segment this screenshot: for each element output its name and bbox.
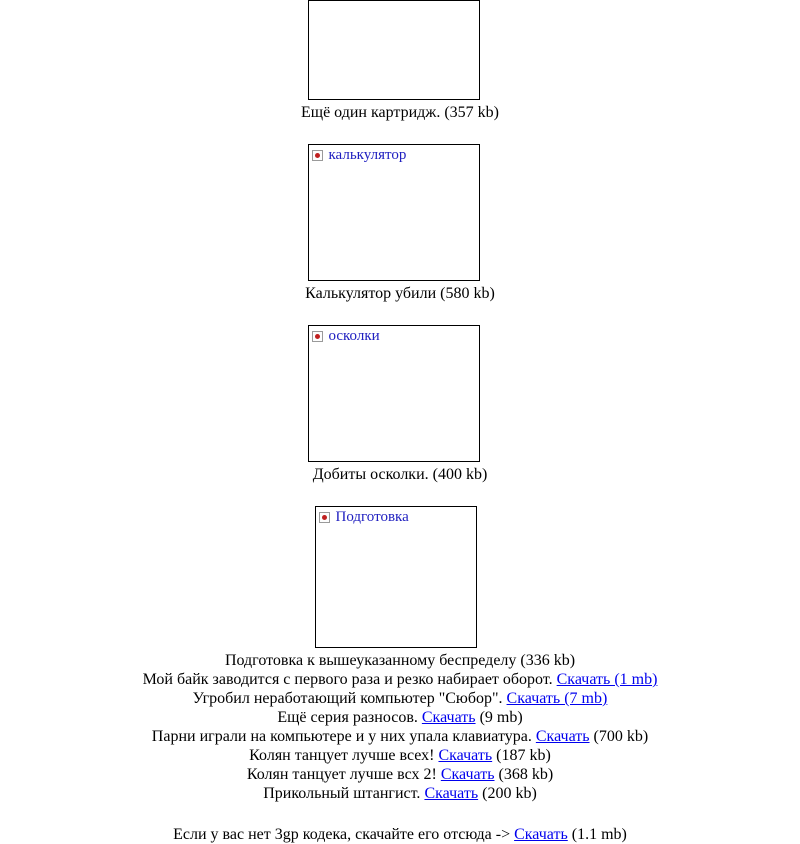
download-line-size: (187 kb) bbox=[492, 747, 551, 764]
codec-note-line bbox=[0, 825, 800, 844]
download-line bbox=[0, 746, 800, 765]
caption-calculator: Калькулятор убили (580 kb) bbox=[305, 285, 495, 302]
download-line bbox=[0, 670, 800, 689]
download-line-size: (700 kb) bbox=[589, 728, 649, 745]
download-line bbox=[0, 784, 800, 803]
download-link[interactable]: Скачать bbox=[438, 747, 493, 764]
download-line-size: (368 kb) bbox=[494, 766, 554, 783]
download-line-size: (200 kb) bbox=[478, 785, 537, 802]
download-line-text: Прикольный штангист. bbox=[263, 785, 425, 802]
download-line bbox=[0, 708, 800, 727]
broken-image-alt-text: Подготовка bbox=[335, 509, 409, 525]
download-line-text: Колян танцует лучше всх 2! bbox=[246, 766, 441, 783]
download-line bbox=[0, 689, 800, 708]
broken-image-alt-text: осколки bbox=[328, 328, 380, 344]
download-link[interactable]: Скачать (7 mb) bbox=[506, 690, 608, 707]
broken-image-icon bbox=[312, 150, 323, 161]
media-block-shards bbox=[0, 325, 800, 484]
download-line-text: Парни играли на компьютере и у них упала клавиатура. bbox=[151, 728, 536, 745]
codec-note-size: (1.1 mb) bbox=[567, 826, 627, 843]
broken-image-shards[interactable] bbox=[308, 325, 480, 462]
media-block-preparation bbox=[0, 506, 800, 670]
download-line-text: Мой байк заводится с первого раза и резко набирает оборот. bbox=[142, 671, 557, 688]
download-line-text: Колян танцует лучше всех! bbox=[249, 747, 439, 764]
download-line-size: (9 mb) bbox=[475, 709, 523, 726]
download-link[interactable]: Скачать bbox=[440, 766, 495, 783]
caption-cartridge: Ещё один картридж. (357 kb) bbox=[300, 104, 500, 121]
broken-image-preparation[interactable] bbox=[315, 506, 477, 648]
download-link[interactable]: Скачать bbox=[535, 728, 590, 745]
broken-image-alt-text: калькулятор bbox=[328, 147, 407, 163]
download-link[interactable]: Скачать (1 mb) bbox=[556, 671, 658, 688]
download-link[interactable]: Скачать bbox=[421, 709, 476, 726]
broken-image-icon bbox=[319, 512, 330, 523]
broken-image-cartridge[interactable] bbox=[308, 0, 480, 100]
codec-note-text: Если у вас нет 3gp кодека, скачайте его отсюда -> bbox=[173, 826, 515, 843]
download-line-text: Угробил неработающий компьютер "Сюбор". bbox=[192, 690, 507, 707]
media-block-calculator bbox=[0, 144, 800, 303]
broken-image-icon bbox=[312, 331, 323, 342]
broken-image-calculator[interactable] bbox=[308, 144, 480, 281]
media-block-cartridge bbox=[0, 0, 800, 122]
download-line bbox=[0, 727, 800, 746]
codec-download-link[interactable]: Скачать bbox=[514, 826, 568, 843]
download-line bbox=[0, 765, 800, 784]
caption-shards: Добиты осколки. (400 kb) bbox=[312, 466, 488, 483]
download-link[interactable]: Скачать bbox=[424, 785, 479, 802]
caption-preparation: Подготовка к вышеуказанному беспределу (336 kb) bbox=[224, 652, 576, 669]
download-line-text: Ещё серия разносов. bbox=[277, 709, 422, 726]
